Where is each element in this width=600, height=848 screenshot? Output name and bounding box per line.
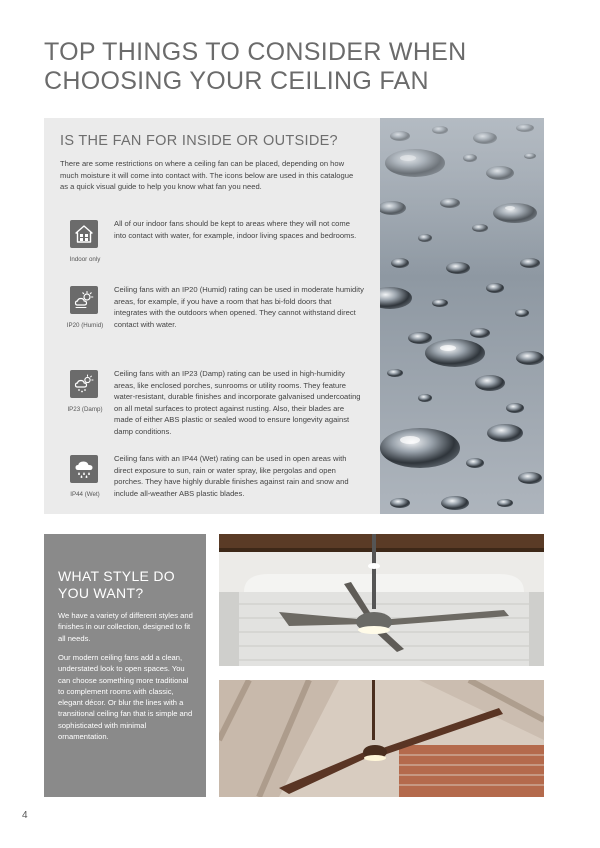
- water-droplets-image: [380, 118, 544, 514]
- page-title: [44, 38, 564, 96]
- inside-outside-heading: IS THE FAN FOR INSIDE OR OUTSIDE?: [60, 133, 338, 149]
- rating-description: Ceiling fans with an IP20 (Humid) rating can be used in moderate humidity areas, for example, if you have a room that has bi-fold doors that integrates with the outdoors when opened. They cannot withstand direct contact with water.: [114, 285, 364, 329]
- style-panel: [44, 534, 206, 797]
- rating-caption: IP23 (Damp): [67, 406, 103, 413]
- rating-description: Ceiling fans with an IP44 (Wet) rating can be used in open areas with direct exposure to sun, rain or water spray, like pergolas and open porches. They have highly durable finishes against rain and snow and include all-weather ABS plastic blades.: [114, 454, 349, 498]
- style-heading: WHAT STYLE DO YOU WANT?: [58, 568, 175, 601]
- rating-caption: IP44 (Wet): [70, 491, 100, 498]
- inside-outside-intro: There are some restrictions on where a ceiling fan can be placed, depending on how much moisture it will come into contact with. The icons below are used in this catalogue as a quick visual guide to help you know what fan you need.: [60, 159, 354, 191]
- sun-cloud-icon: [70, 286, 98, 314]
- rain-cloud-icon: [70, 455, 98, 483]
- sun-cloud-drizzle-icon: [70, 370, 98, 398]
- house-icon: [70, 220, 98, 248]
- rating-description: Ceiling fans with an IP23 (Damp) rating can be used in high-humidity areas, like enclosed porches, sunrooms or utility rooms. They feature water-resistant, durable finishes and incorporate galvanised undercoating on all metal surfaces to protect against rusting. Also, their blades are made of either ABS plastic or sealed wood to ensure longevity against damp conditions.: [114, 369, 361, 436]
- rating-caption: Indoor only: [69, 256, 101, 263]
- page-number: 4: [22, 810, 28, 821]
- ceiling-fan-photo-2: [219, 680, 544, 797]
- page-title-line-2: CHOOSING YOUR CEILING FAN: [44, 67, 429, 95]
- style-paragraph-1: We have a variety of different styles and finishes in our collection, designed to fit all needs.: [58, 611, 193, 643]
- inside-outside-panel: [44, 118, 380, 514]
- ceiling-fan-photo-1: [219, 534, 544, 666]
- rating-description: All of our indoor fans should be kept to areas where they will not come into contact with water, for example, indoor living spaces and bedrooms.: [114, 219, 357, 240]
- page-title-line-1: TOP THINGS TO CONSIDER WHEN: [44, 38, 467, 66]
- style-paragraph-2: Our modern ceiling fans add a clean, understated look to open spaces. You can choose something more traditional to complement rooms with classic, elegant décor. Or blur the lines with a transitional ceiling fan that is simple and sophisticated with minimal ornamentation.: [58, 653, 193, 742]
- rating-caption: IP20 (Humid): [66, 322, 104, 329]
